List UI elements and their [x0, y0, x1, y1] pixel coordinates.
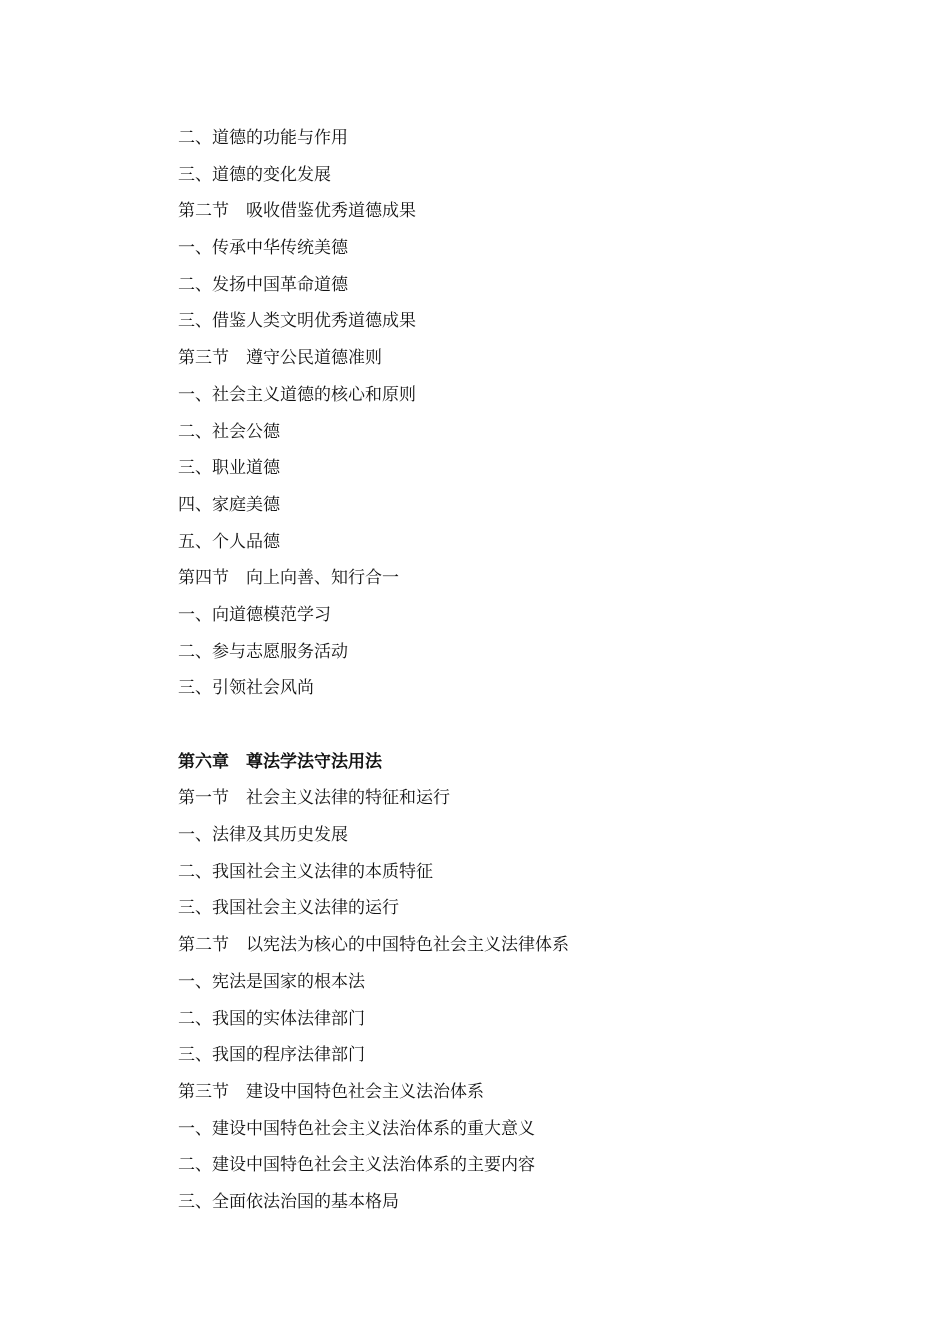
toc-item: 三、职业道德: [178, 458, 280, 479]
toc-item: 一、社会主义道德的核心和原则: [178, 384, 416, 405]
toc-item: 四、家庭美德: [178, 494, 280, 515]
toc-item: 三、引领社会风尚: [178, 678, 314, 699]
toc-item: 二、参与志愿服务活动: [178, 641, 348, 662]
toc-section-heading: 第三节 建设中国特色社会主义法治体系: [178, 1081, 484, 1102]
toc-item: 二、道德的功能与作用: [178, 128, 348, 148]
toc-item: 五、个人品德: [178, 531, 280, 552]
toc-item: 一、向道德模范学习: [178, 604, 331, 625]
toc-item: 二、社会公德: [178, 421, 280, 442]
toc-section-heading: 第一节 社会主义法律的特征和运行: [178, 788, 450, 809]
toc-item: 二、建设中国特色社会主义法治体系的主要内容: [178, 1155, 535, 1176]
toc-item: 三、我国社会主义法律的运行: [178, 898, 399, 919]
toc-item: 三、我国的程序法律部门: [178, 1045, 365, 1066]
toc-item: 二、我国的实体法律部门: [178, 1008, 365, 1029]
toc-item: 一、宪法是国家的根本法: [178, 971, 365, 992]
toc-item: 三、借鉴人类文明优秀道德成果: [178, 311, 416, 332]
toc-section-heading: 第二节 以宪法为核心的中国特色社会主义法律体系: [178, 935, 569, 956]
toc-item: 一、法律及其历史发展: [178, 825, 348, 846]
toc-item: 一、建设中国特色社会主义法治体系的重大意义: [178, 1118, 535, 1139]
toc-item: 三、全面依法治国的基本格局: [178, 1191, 399, 1212]
toc-section-heading: 第三节 遵守公民道德准则: [178, 348, 382, 369]
toc-item: 一、传承中华传统美德: [178, 238, 348, 259]
chapter-title: 第六章 尊法学法守法用法: [178, 751, 382, 772]
toc-item: 三、道德的变化发展: [178, 164, 331, 185]
table-of-contents: [178, 124, 878, 1225]
toc-item: 二、我国社会主义法律的本质特征: [178, 861, 433, 882]
toc-section-heading: 第二节 吸收借鉴优秀道德成果: [178, 201, 416, 222]
chapter-spacer: [178, 711, 878, 748]
toc-section-heading: 第四节 向上向善、知行合一: [178, 568, 399, 589]
toc-item: 二、发扬中国革命道德: [178, 274, 348, 295]
